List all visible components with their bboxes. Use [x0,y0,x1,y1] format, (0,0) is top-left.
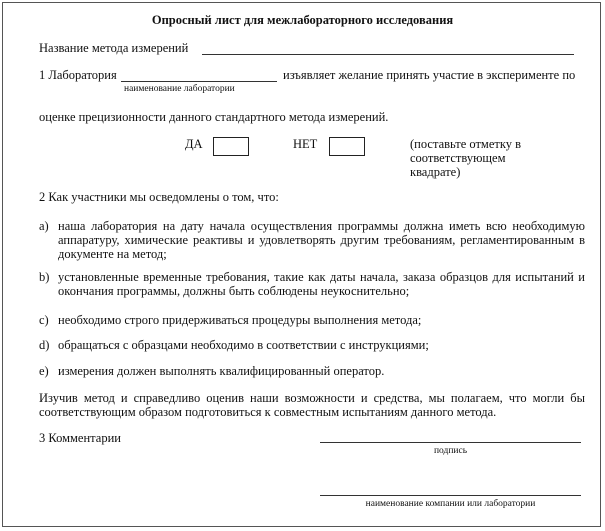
lab-label: 1 Лаборатория [39,68,117,82]
lab-line2: оценке прецизионности данного стандартного метода измерений. [39,110,389,124]
item-b-line-1: установленные временные требования, такие как даты начала, заказа образцов для испытаний и [58,270,585,284]
method-label: Название метода измерений [39,41,189,55]
section2-heading: 2 Как участники мы осведомлены о том, что: [39,190,279,204]
item-c-marker: с) [39,313,49,327]
conclusion-line-1: Изучив метод и справедливо оценив наши возможности и средства, мы полагаем, что могли бы [39,391,585,405]
choice-hint-2: соответствующем [410,151,506,165]
signature-line[interactable] [320,442,581,443]
item-a-line-1: наша лаборатория на дату начала осуществления программы должна иметь всю необходимую [58,219,585,233]
no-label: НЕТ [293,137,318,151]
lab-caption: наименование лаборатории [124,84,235,94]
item-d-text: обращаться с образцами необходимо в соответствии с инструкциями; [58,338,429,352]
item-b-marker: b) [39,270,50,284]
item-a-line-2: аппаратуру, химические реактивы и удовлетворять другим требованиям, регламентированным в [58,233,585,247]
lab-suffix: изъявляет желание принять участие в эксперименте по [283,68,576,82]
page-title: Опросный лист для межлабораторного исследования [151,13,454,27]
company-line[interactable] [320,495,581,496]
no-checkbox[interactable] [329,137,365,156]
item-d-marker: d) [39,338,50,352]
item-c-text: необходимо строго придерживаться процедуры выполнения метода; [58,313,422,327]
item-b-line-2: окончания программы, должны быть соблюдены неукоснительно; [58,284,410,298]
item-a-marker: а) [39,219,49,233]
item-a-line-3: документе на метод; [58,247,167,261]
method-field-line[interactable] [202,54,574,55]
item-e-text: измерения должен выполнять квалифицированный оператор. [58,364,385,378]
signature-caption: подпись [433,446,468,456]
yes-checkbox[interactable] [213,137,249,156]
conclusion-line-2: соответствующим образом подготовиться к совместным испытаниям данного метода. [39,405,497,419]
item-e-marker: е) [39,364,49,378]
choice-hint-1: (поставьте отметку в [410,137,522,151]
lab-field-line[interactable] [121,81,277,82]
comments-label: 3 Комментарии [39,431,121,445]
choice-hint-3: квадрате) [410,165,461,179]
company-caption: наименование компании или лаборатории [365,499,536,509]
yes-label: ДА [185,137,203,151]
